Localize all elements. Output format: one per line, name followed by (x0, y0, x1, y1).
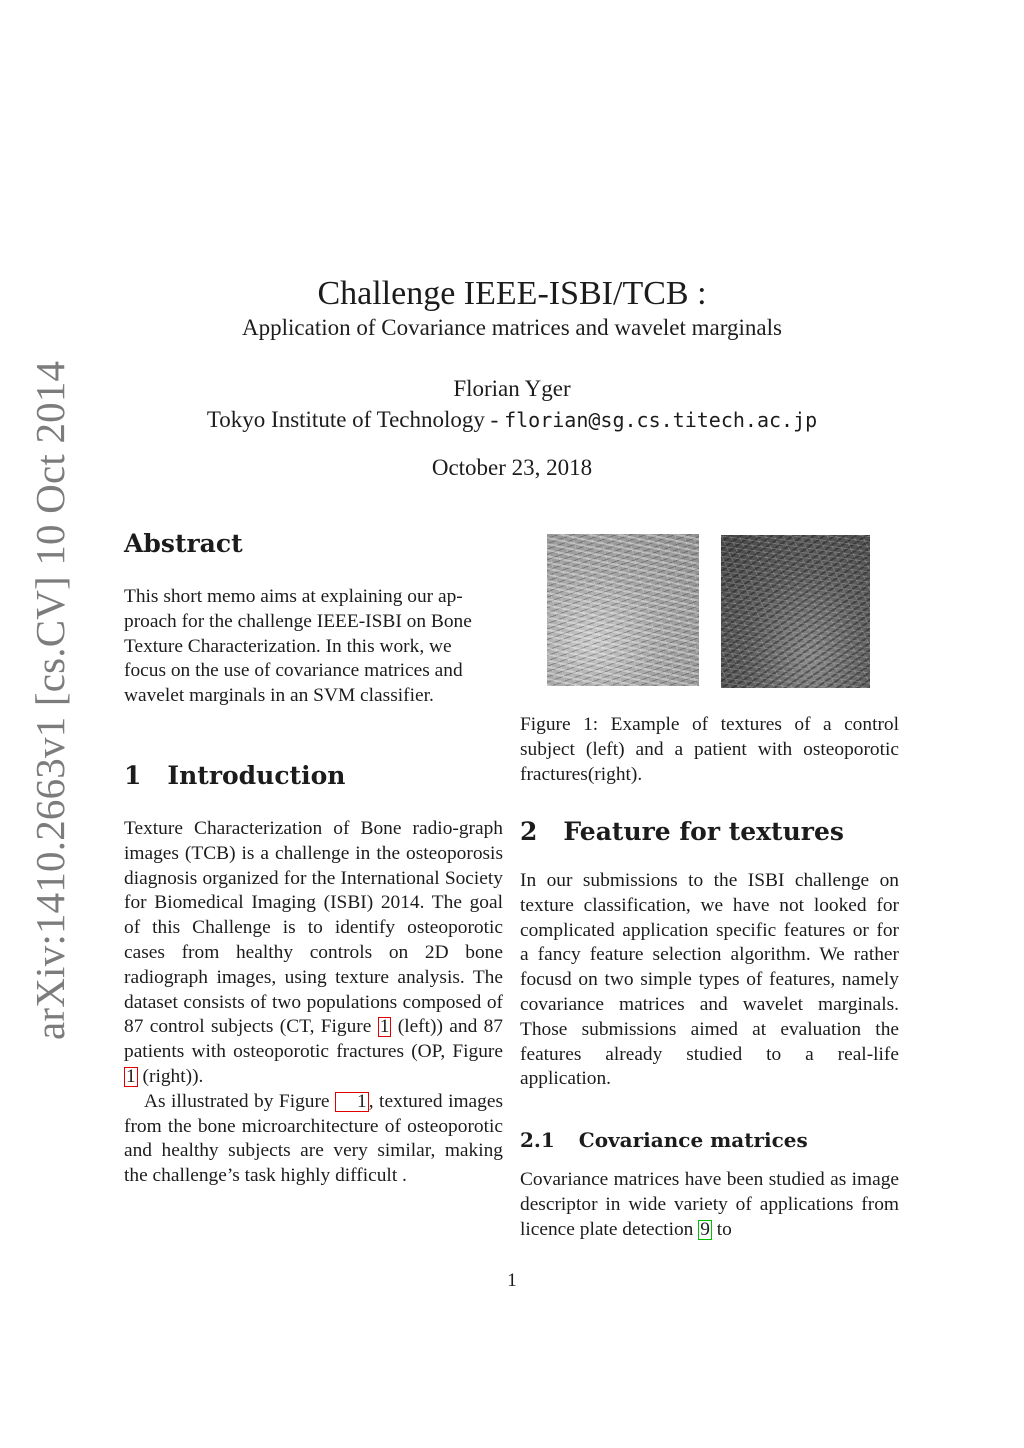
abstract-line: This short memo aims at explaining our ap- (124, 586, 463, 607)
section-title: Feature for textures (563, 817, 844, 846)
section-1-heading (124, 759, 345, 793)
section-number: 2 (520, 817, 538, 846)
patient-texture-image (721, 535, 870, 688)
paper-subtitle: Application of Covariance matrices and wavelet marginals (242, 315, 782, 340)
affiliation-text: Tokyo Institute of Technology - (206, 407, 505, 432)
author-name: Florian Yger (453, 376, 571, 401)
intro-paragraph-1: Texture Characterization of Bone radio-graph images (TCB) is a challenge in the osteoporosis diagnosis organized for the International Society for Biomedical Imaging (ISBI) 2014. The goal of this Challenge is to identify osteoporotic cases from healthy controls on 2D bone radiograph images, using texture analysis. The dataset consists of two populations composed of 87 control subjects (CT, Figure 1 (left)) and 87 patients with osteoporotic fractures (OP, Figure 1 (right)). (124, 818, 503, 1087)
section-1-body (124, 817, 503, 1189)
section-number: 1 (124, 761, 142, 790)
figure-ref-link[interactable]: 1 (379, 1016, 390, 1038)
section-title: Introduction (167, 761, 346, 790)
paper-date: October 23, 2018 (431, 455, 593, 480)
figure-ref-link[interactable]: 1 (126, 1065, 136, 1087)
subsection-number: 2.1 (520, 1128, 555, 1152)
abstract-line: wavelet marginals in an SVM classifier. (124, 685, 434, 707)
figure-1-caption: Figure 1: Example of textures of a control subject (left) and a patient with osteoporotic fractures(right). (520, 714, 899, 785)
page-number: 1 (507, 1270, 517, 1291)
arxiv-identifier: arXiv:1410.2663v1 [cs.CV] 10 Oct 2014 (27, 360, 73, 1040)
abstract-line: focus on the use of covariance matrices and (124, 660, 463, 682)
paper-title: Challenge IEEE-ISBI/TCB : (317, 275, 707, 312)
author-email[interactable]: florian@sg.cs.titech.ac.jp (504, 408, 818, 432)
abstract-line: Texture Characterization. In this work, we (124, 635, 452, 657)
section-2-paragraph: In our submissions to the ISBI challenge on texture classification, we have not looked for complicated application specific features or for a fancy feature selection algorithm. We rather focusd on two simple types of features, namely covariance matrices and wavelet marginals. Those submissions aimed at evaluation the features already studied to a real-life application. (520, 870, 899, 1090)
control-texture-image (547, 534, 699, 686)
abstract-body (124, 585, 503, 709)
author-affiliation (0, 405, 1024, 435)
figure-ref-link[interactable]: 1 (335, 1092, 369, 1112)
subsection-2-1-paragraph: Covariance matrices have been studied as image descriptor in wide variety of applications from licence plate detection 9 to (520, 1169, 899, 1240)
subsection-title: Covariance matrices (578, 1128, 808, 1152)
citation-link[interactable]: 9 (700, 1218, 710, 1240)
section-2-heading (520, 815, 844, 849)
intro-paragraph-2: As illustrated by Figure 1 , textured images from the bone microarchitecture of osteoporotic and healthy subjects are very similar, making the challenge’s task highly difficult . (124, 1090, 503, 1187)
subsection-2-1-heading (520, 1126, 808, 1154)
abstract-line: proach for the challenge IEEE-ISBI on Bone (124, 610, 472, 632)
abstract-heading: Abstract (124, 529, 243, 558)
